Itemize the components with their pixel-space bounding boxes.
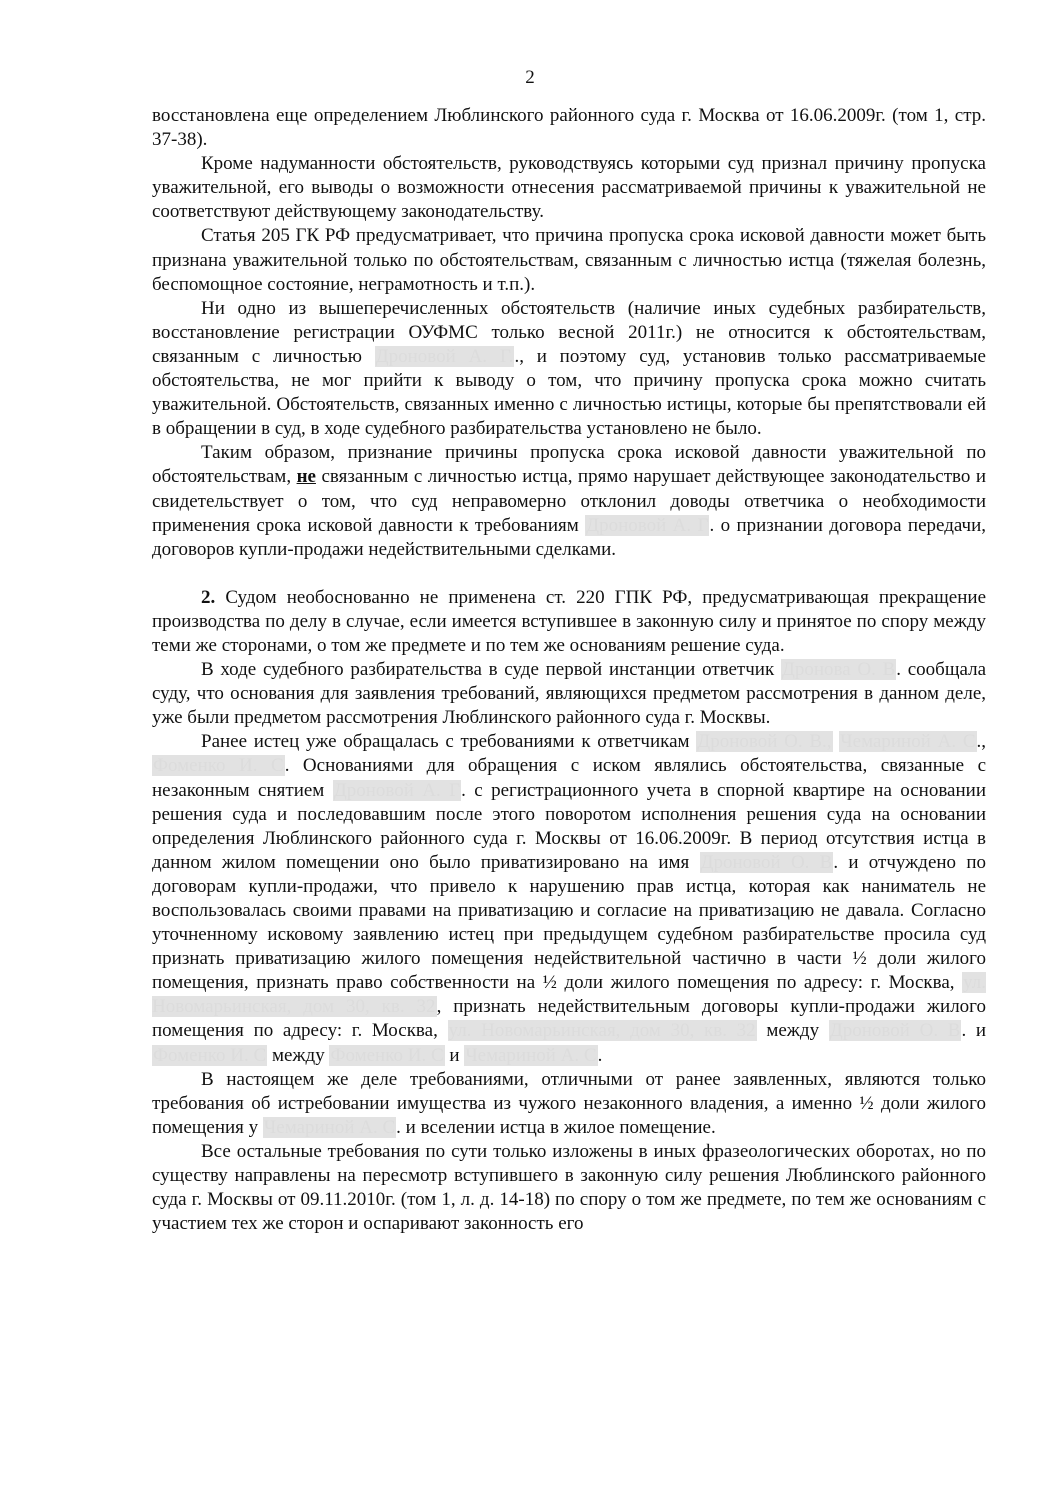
text-run: Судом необоснованно не применена ст. 220 ГПК РФ, предусматривающая прекращение производства по делу в случае, если имеется вступившее в законную силу и принятое по спору между теми же сторонами, о том же предмете и по тем же основаниям решение суда. [152,586,987,656]
redacted-name: Фоменко И. С [153,1044,267,1066]
redacted-name: Дроновой О. В., [697,731,832,753]
text-run: . Основаниями для обращения с иском являлись обстоятельства, связанные с незаконным снятием [152,755,986,801]
paragraph: Статья 205 ГК РФ предусматривает, что причина пропуска срока исковой давности может быть признана уважительной только по обстоятельствам, связанным с личностью истца (тяжелая болезнь, беспомощное состояние, неграмотность и т.п.). [152,225,986,295]
text-run: связанным с личностью истца, прямо нарушает действующее законодательство и свидетельствует о том, что суд неправомерно отклонил доводы ответчика о необходимости применения срока исковой давности к требованиям [152,466,987,536]
text-run: . и вселении истца в жилое помещение. [396,1116,716,1138]
redacted-name: Чемариной А. С [263,1116,396,1138]
document-body [152,104,986,1236]
text-run: . [597,1044,603,1066]
text-run: . и [961,1020,987,1042]
paragraph [152,297,986,442]
text-run: Таким образом, признание причины пропуска срока исковой давности уважительной по обстоятельствам, [152,442,986,488]
text-run: , признать недействительным договоры купли-продажи жилого помещения по адресу: г. Москва, [152,996,986,1042]
redacted-name: Дронова О. В [781,659,896,681]
redacted-name: Чемариной А. С [465,1044,597,1066]
page-number: 2 [525,67,535,88]
paragraph [152,586,986,658]
redacted-name: Дроновой А. Г [333,779,461,801]
text-run: . и отчуждено по договорам купли-продажи, что привело к нарушению прав истца, которая как наниматель не воспользовалась своими правами на приватизацию и согласие на приватизацию не давала. Согласно уточненному исковому заявлению истец при предыдущем судебном разбирательстве просила суд признать приватизацию жилого помещения недействительной частично в части ½ доли жилого помещения, признать право собственности на ½ доли жилого помещения по адресу: г. Москва, [152,851,986,994]
text-run: между [766,1020,820,1042]
paragraph [152,441,986,561]
redacted-name: Чемариной А. С [840,731,976,753]
redacted-address: ул. Новомарьинская, дом 30, кв. 32 [448,1020,756,1042]
text-run: В ходе судебного разбирательства в суде первой инстанции ответчик [201,659,775,681]
redacted-name: Фоменко И. С [153,755,284,777]
text-run: и [449,1044,460,1066]
text-run: . сообщала суду, что основания для заявления требований, являющихся предметом рассмотрения в данном деле, уже были предметом рассмотрения Люблинского районного суда г. Москвы. [152,659,986,729]
paragraph [152,658,986,730]
paragraph: восстановлена еще определением Люблинского районного суда г. Москва от 16.06.2009г. (том 1, стр. 37-38). [152,105,986,151]
redacted-address: ул. Новомарьинская, дом 30, кв. 32 [152,972,986,1018]
text-run: ., и поэтому суд, установив только рассматриваемые обстоятельства, не мог прийти к выводу о том, что причину пропуска срока можно считать уважительной. Обстоятельств, связанных именно с личностью истицы, которые бы препятствовали ей в обращении в суд, в ходе судебного разбирательства установлено не было. [152,345,986,440]
text-run: ., [976,731,986,753]
text-run: между [271,1044,325,1066]
text-run: В настоящем же деле требованиями, отличными от ранее заявленных, являются только требования об истребовании имущества из чужого незаконного владения, а именно ½ доли жилого помещения у [152,1068,986,1138]
redacted-name: Дроновой О. В [829,1020,961,1042]
paragraph [152,730,986,1067]
paragraph [152,1068,986,1140]
paragraph: Все остальные требования по сути только изложены в иных фразеологических оборотах, но по существу направлены на пересмотр вступившего в законную силу решения Люблинского районного суда г. Москвы от 09.11.2010г. (том 1, л. д. 14-18) по спору о том же предмете, по тем же основаниям с участием тех же сторон и оспаривают законность его [152,1140,986,1235]
redacted-name: Фоменко И. С [330,1044,444,1066]
text-run: . о признании договора передачи, договоров купли-продажи недействительными сделками. [152,514,987,560]
text-run: . с регистрационного учета в спорной квартире на основании решения суда и последовавшим после этого поворотом исполнения решения суда на основании определения Люблинского районного суда г. Москвы от 16.06.2009г. В период отсутствия истца в данном жилом помещении оно было приватизировано на имя [152,779,986,873]
emphasis-word: не [296,466,316,488]
redacted-name: Дроновой О. В [700,851,833,873]
paragraph: Кроме надуманности обстоятельств, руководствуясь которыми суд признал причину пропуска уважительной, его выводы о возможности отнесения рассматриваемой причины к уважительной не соответствуют действующему законодательству. [152,153,986,223]
redacted-name: Дроновой А. Г [586,514,709,536]
text-run: Ранее истец уже обращалась с требованиями к ответчикам [201,731,690,753]
text-run: Ни одно из вышеперечисленных обстоятельств (наличие иных судебных разбирательств, восстановление регистрации ОУФМС только весной 2011г.) не относится к обстоятельствам, связанным с личностью [152,297,986,367]
redacted-name: Дроновой А. Г. [375,345,514,367]
section-number: 2. [201,586,216,608]
